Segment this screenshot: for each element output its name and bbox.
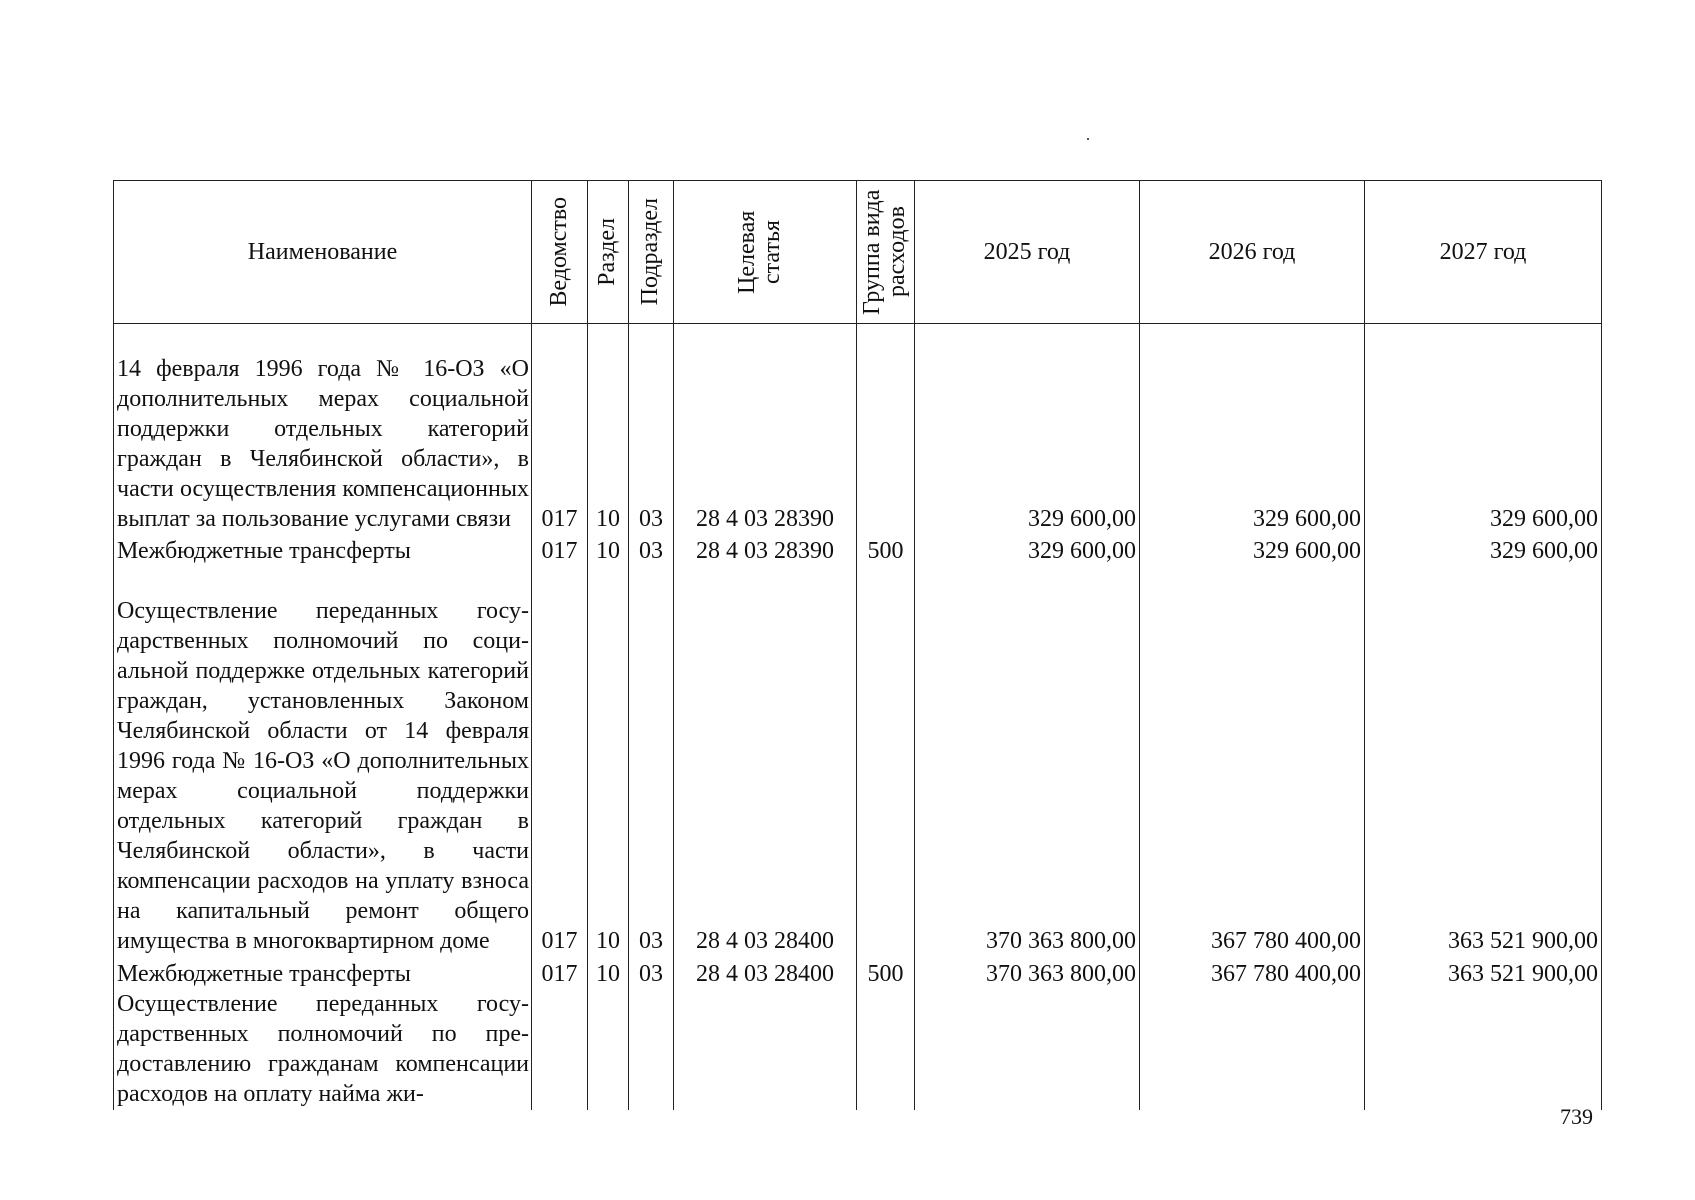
header-name: Наименование bbox=[114, 181, 532, 324]
header-expense-group: Группа вида расходов bbox=[857, 181, 915, 324]
header-subsection: Подраздел bbox=[629, 181, 674, 324]
row-dept bbox=[532, 989, 587, 1109]
row-expense-group bbox=[857, 324, 914, 534]
row-2026 bbox=[1140, 989, 1364, 1109]
row-expense-group: 500 bbox=[867, 537, 904, 564]
row-2027: 329 600,00 bbox=[1490, 506, 1598, 532]
row-2027: 329 600,00 bbox=[1490, 537, 1598, 564]
row-2027: 363 521 900,00 bbox=[1448, 927, 1598, 954]
row-2026: 329 600,00 bbox=[1253, 506, 1361, 532]
row-expense-group: 500 bbox=[867, 960, 904, 987]
row-target: 28 4 03 28390 bbox=[696, 506, 834, 532]
table-row bbox=[114, 566, 1602, 959]
table-row bbox=[114, 536, 1602, 566]
row-subsection bbox=[629, 989, 673, 1109]
row-subsection: 03 bbox=[639, 927, 663, 954]
header-section: Раздел bbox=[588, 181, 629, 324]
row-target: 28 4 03 28390 bbox=[696, 537, 834, 564]
row-name: Осуществление переданных государственных полномочий по социальной поддержке отдельных категорий граждан, установленных Законом Челябинской области от 14 февраля 1996 года № 16-ОЗ «О дополнительных мерах социальной поддержки отдельных категорий граждан в Челябинской области», в части компенсации расходов на уплату взноса на капитальный ремонт общего имущества в многоквартирном доме bbox=[117, 597, 529, 954]
row-name: Межбюджетные трансферты bbox=[117, 537, 411, 564]
table-row bbox=[114, 989, 1602, 1110]
row-section bbox=[588, 989, 628, 1109]
row-dept: 017 bbox=[541, 537, 578, 564]
row-subsection: 03 bbox=[639, 537, 663, 564]
row-2026: 329 600,00 bbox=[1253, 537, 1361, 564]
row-2025: 370 363 800,00 bbox=[986, 927, 1136, 954]
row-target: 28 4 03 28400 bbox=[696, 960, 834, 987]
header-dept: Ведомство bbox=[532, 181, 588, 324]
row-2025: 329 600,00 bbox=[1028, 506, 1136, 532]
row-2026: 367 780 400,00 bbox=[1211, 960, 1361, 987]
row-expense-group bbox=[857, 566, 914, 956]
page-number: 739 bbox=[1560, 1104, 1593, 1129]
budget-table bbox=[113, 180, 1602, 1110]
row-dept: 017 bbox=[541, 506, 578, 532]
table-row bbox=[114, 324, 1602, 536]
row-2026: 367 780 400,00 bbox=[1211, 927, 1361, 954]
row-name: 14 февраля 1996 года № 16-ОЗ «О дополнительных мерах социальной поддержки отдельных категорий граждан в Челябинской области», в части осуществления компенсационных выплат за пользование услугами связи bbox=[117, 356, 529, 532]
row-2027: 363 521 900,00 bbox=[1448, 960, 1598, 987]
margin-speck bbox=[1087, 138, 1089, 140]
row-subsection: 03 bbox=[639, 960, 663, 987]
row-section: 10 bbox=[596, 960, 620, 987]
row-dept: 017 bbox=[541, 927, 578, 954]
row-2025: 370 363 800,00 bbox=[986, 960, 1136, 987]
row-dept: 017 bbox=[541, 960, 578, 987]
header-2026: 2026 год bbox=[1140, 181, 1365, 324]
row-name: Межбюджетные трансферты bbox=[117, 960, 411, 987]
header-2025: 2025 год bbox=[915, 181, 1140, 324]
row-target bbox=[674, 989, 856, 1109]
row-2025 bbox=[915, 989, 1139, 1109]
row-subsection: 03 bbox=[639, 506, 663, 532]
row-section: 10 bbox=[596, 506, 620, 532]
row-2025: 329 600,00 bbox=[1028, 537, 1136, 564]
row-expense-group bbox=[857, 989, 914, 1109]
row-name: Осуществление переданных государственных полномочий по предоставлению гражданам компенсации расходов на оплату найма жи- bbox=[117, 991, 529, 1108]
table-row bbox=[114, 959, 1602, 989]
row-section: 10 bbox=[596, 927, 620, 954]
header-2027: 2027 год bbox=[1365, 181, 1602, 324]
row-section: 10 bbox=[596, 537, 620, 564]
header-target: Целевая статья bbox=[674, 181, 857, 324]
row-target: 28 4 03 28400 bbox=[696, 927, 834, 954]
row-2027 bbox=[1365, 989, 1601, 1109]
table-header-row bbox=[114, 181, 1602, 324]
